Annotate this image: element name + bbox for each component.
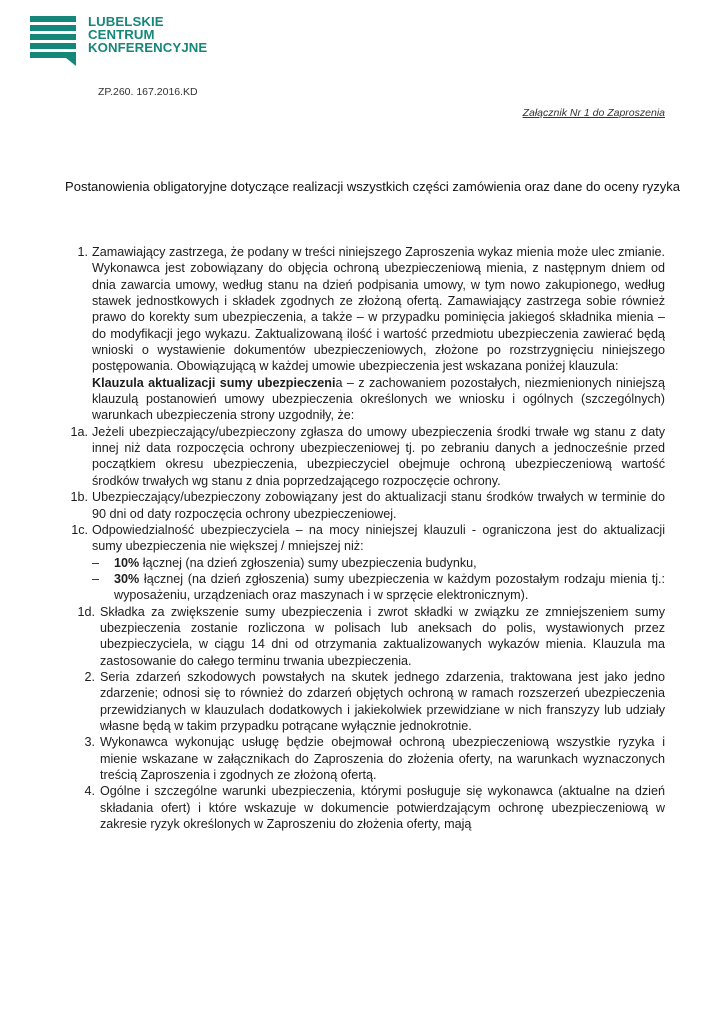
percent-value: 10% bbox=[114, 555, 140, 570]
clause-paragraph bbox=[92, 375, 665, 424]
item-text: Odpowiedzialność ubezpieczyciela – na mocy niniejszej klauzuli - ograniczona jest do aktualizacji sumy ubezpieczenia nie większej / mniejszej niż: bbox=[92, 522, 665, 554]
list-item-1 bbox=[0, 244, 725, 424]
percent-value: 30% bbox=[114, 571, 140, 586]
document-title: Postanowienia obligatoryjne dotyczące realizacji wszystkich części zamówienia oraz dane do oceny ryzyka bbox=[65, 179, 680, 194]
item-text: Jeżeli ubezpieczający/ubezpieczony zgłasza do umowy ubezpieczenia środki trwałe wg stanu z daty innej niż data rozpoczęcia ochrony ubezpieczeniowej tj. po zebraniu danych a jednocześnie przed początkiem okresu ubezpieczenia, ubezpieczyciel obejmuje ochroną ubezpieczeniową wartość środków trwałych wg stanu z dnia poprzedzającego rozpoczęcie ochrony. bbox=[92, 424, 665, 488]
item-text: Wykonawca wykonując usługę będzie obejmował ochroną ubezpieczeniową wszystkie ryzyka i mienie wskazane w załącznikach do Zaproszenia do złożenia oferty, na warunkach wyznaczonych treścią Zaproszenia i zgodnych ze złożoną ofertą. bbox=[100, 735, 665, 782]
item-number: 1b. bbox=[70, 490, 88, 505]
item-number: 1. bbox=[77, 245, 88, 259]
logo-line-2: CENTRUM bbox=[88, 27, 155, 42]
dash-bullet: – bbox=[92, 555, 100, 570]
list-item-1d bbox=[0, 604, 725, 669]
item-number: 2. bbox=[84, 669, 95, 684]
clause-title: Klauzula aktualizacji sumy ubezpieczeni bbox=[92, 375, 336, 390]
logo-mark-icon bbox=[30, 16, 78, 66]
logo-line-1: LUBELSKIE bbox=[88, 14, 164, 29]
dash-text: łącznej (na dzień zgłoszenia) sumy ubezpieczenia budynku, bbox=[139, 555, 477, 570]
item-text: Ubezpieczający/ubezpieczony zobowiązany jest do aktualizacji stanu środków trwałych w terminie do 90 dni od daty rozpoczęcia ochrony ubezpieczeniowej. bbox=[92, 490, 665, 521]
logo-text bbox=[88, 15, 207, 54]
dash-item-1 bbox=[0, 555, 725, 571]
item-number: 1c. bbox=[71, 522, 88, 537]
list-item-1c bbox=[0, 522, 725, 555]
list-item-1a bbox=[0, 424, 725, 489]
item-text: Seria zdarzeń szkodowych powstałych na skutek jednego zdarzenia, traktowana jest jako jedno zdarzenie; odnosi się to również do zdarzeń objętych ochroną w ramach rozszerzeń ubezpieczenia przewidzianych w klauzulach dodatkowych i jakiekolwiek przewidziane w nich franszyzy lub udziały własne będą w takim przypadku potrącane wyłącznie jednokrotnie. bbox=[100, 669, 665, 733]
item-text: Zamawiający zastrzega, że podany w treści niniejszego Zaproszenia wykaz mienia może ulec zmianie. Wykonawca jest zobowiązany do objęcia ochroną ubezpieczeniową mienia, z następnym dniem od dnia zawarcia umowy, według stanu na dzień podpisania umowy, w tym nowo zakupionego, według stawek jednostkowych i składek zgodnych ze złożoną ofertą. Zamawiający zastrzega sobie również prawo do korekty sum ubezpieczenia, a także – w przypadku pominięcia jakiegoś składnika mienia – do modyfikacji jego wykazu. Zaktualizowaną ilość i wartość przedmiotu ubezpieczenia zawierać będą wnioski o wystawienie dokumentów ubezpieczeniowych, złożone po rozstrzygnięciu niniejszego postępowania. Obowiązującą w każdej umowie ubezpieczenia jest wskazana poniżej klauzula: bbox=[92, 245, 665, 374]
logo bbox=[30, 16, 220, 68]
dash-item-2 bbox=[0, 571, 725, 604]
reference-number: ZP.260. 167.2016.KD bbox=[98, 86, 198, 98]
list-item-3 bbox=[0, 734, 725, 783]
logo-line-3: KONFERENCYJNE bbox=[88, 40, 208, 55]
list-item-4 bbox=[0, 783, 725, 832]
document-body bbox=[0, 244, 725, 832]
dash-text: łącznej (na dzień zgłoszenia) sumy ubezpieczenia w każdym pozostałym rodzaju mienia tj.: wyposażeniu, urządzeniach oraz maszynach i w sprzęcie elektronicznym). bbox=[114, 571, 665, 603]
item-number: 1a. bbox=[70, 424, 88, 439]
list-item-1b bbox=[0, 489, 725, 522]
attachment-label: Załącznik Nr 1 do Zaproszenia bbox=[522, 107, 665, 119]
clause-text: a – z zachowaniem pozostałych, niezmienionych niniejszą klauzulą postanowień umowy ubezpieczenia określonych we wniosku i ogólnych (szczególnych) warunkach ubezpieczenia strony uzgodniły, że: bbox=[92, 375, 665, 423]
item-number: 3. bbox=[84, 735, 95, 750]
dash-bullet: – bbox=[92, 571, 100, 586]
item-text: Składka za zwiększenie sumy ubezpieczenia i zwrot składki w związku ze zmniejszeniem sumy ubezpieczenia zostanie rozliczona w polisach lub aneksach do polis, wystawionych przez ubezpieczyciela, w ciągu 14 dni od otrzymania zaktualizowanych wykazów mienia. Klauzula ma zastosowanie do całego terminu trwania ubezpieczenia. bbox=[100, 604, 665, 668]
item-number: 1d. bbox=[77, 604, 95, 619]
item-number: 4. bbox=[84, 784, 95, 799]
list-item-2 bbox=[0, 669, 725, 734]
item-text: Ogólne i szczególne warunki ubezpieczenia, którymi posługuje się wykonawca (aktualne na dzień składania ofert) i które wskazuje w dokumencie potwierdzającym ochronę ubezpieczeniową w zakresie ryzyk określonych w Zaproszeniu do złożenia oferty, mają bbox=[100, 784, 665, 832]
